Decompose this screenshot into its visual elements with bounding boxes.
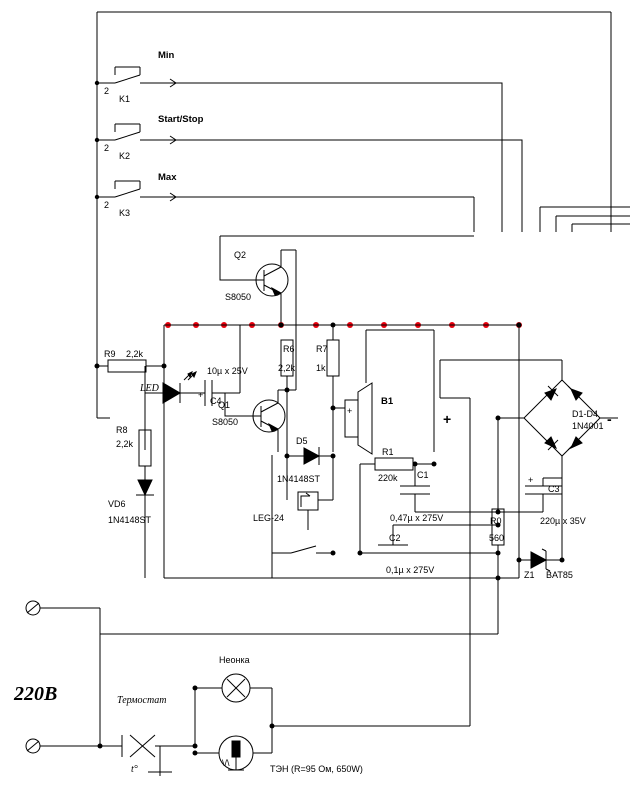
capacitor-c2 [360,525,498,553]
k3-label: Max [158,172,177,183]
k1-contact-mark: 2 [104,86,110,96]
switch-bus-wires [176,12,630,232]
led-ref: LED [140,383,159,394]
c3-value: 220µ x 35V [540,516,586,526]
k3-contact-mark: 2 [104,200,110,210]
r9-ref: R9 [104,349,116,359]
heater-symbol: \/\ [222,758,230,768]
q1-value: S8050 [212,417,239,427]
r7-ref: R7 [316,344,328,354]
c4-value: 10µ x 25V [207,366,248,376]
thermostat-label: Термостат [117,695,167,706]
vd6-ref: VD6 [108,499,126,509]
thermostat-symbol: t° [131,764,138,775]
r6-ref: R6 [283,344,295,354]
bridge-rectifier [440,360,618,478]
relay-leg24 [298,456,333,530]
speaker-plus: + [347,406,353,416]
r8-value: 2,2k [116,439,134,449]
thermostat[interactable] [100,735,195,776]
bridge-minus: - [607,411,612,427]
r0-ref: R0 [490,516,502,526]
q2-ref: Q2 [234,250,247,260]
switch-k1[interactable] [95,67,176,96]
resistor-r9 [97,360,167,372]
neon-label: Неонка [219,655,250,665]
r1-value: 220k [378,473,398,483]
r6-value: 2,2k [278,363,296,373]
b1-ref: B1 [381,396,394,407]
c2-ref: C2 [389,533,401,543]
d5-value: 1N4148ST [277,474,321,484]
z1-value: BAT85 [546,570,573,580]
c2-value: 0,1µ x 275V [386,565,435,575]
bridge-plus: + [443,411,452,427]
mains-voltage-label: 220В [14,683,58,705]
z1-ref: Z1 [524,570,535,580]
d5-ref: D5 [296,436,308,446]
c3-ref: C3 [548,484,560,494]
speaker-b1 [331,330,435,454]
bridge-ref: D1-D4 [572,409,599,419]
k1-ref: K1 [119,94,131,104]
circuit-frame [164,323,522,579]
k2-ref: K2 [119,151,131,161]
relay-ref: LEG-24 [253,513,285,523]
c4-plus: + [198,390,204,400]
k2-label: Start/Stop [158,114,204,125]
r9-value: 2,2k [126,349,144,359]
led-d [145,366,205,450]
k3-ref: K3 [119,208,131,218]
r7-value: 1k [316,363,326,373]
c3-plus: + [528,475,534,485]
c1-ref: C1 [417,470,429,480]
capacitor-c1 [400,462,498,513]
neon-lamp [193,674,273,749]
switch-k2[interactable] [95,124,176,153]
r0-value: 560 [489,533,505,543]
vd6-value: 1N4148ST [108,515,152,525]
r8-ref: R8 [116,425,128,435]
q2-value: S8050 [225,292,252,302]
k2-contact-mark: 2 [104,143,110,153]
k1-label: Min [158,50,175,61]
mains-top-bus [97,12,611,418]
heater-label: ТЭН (R=95 Ом, 650W) [270,764,363,774]
resistor-r7 [327,323,339,453]
diode-vd6 [136,480,154,578]
switch-k3[interactable] [95,181,176,210]
r1-ref: R1 [382,447,394,457]
bridge-value: 1N4001 [572,421,604,431]
c4-ref: C4 [210,396,222,406]
c1-value: 0,47µ x 275V [390,513,444,523]
q1-ref: Q1 [218,400,231,410]
